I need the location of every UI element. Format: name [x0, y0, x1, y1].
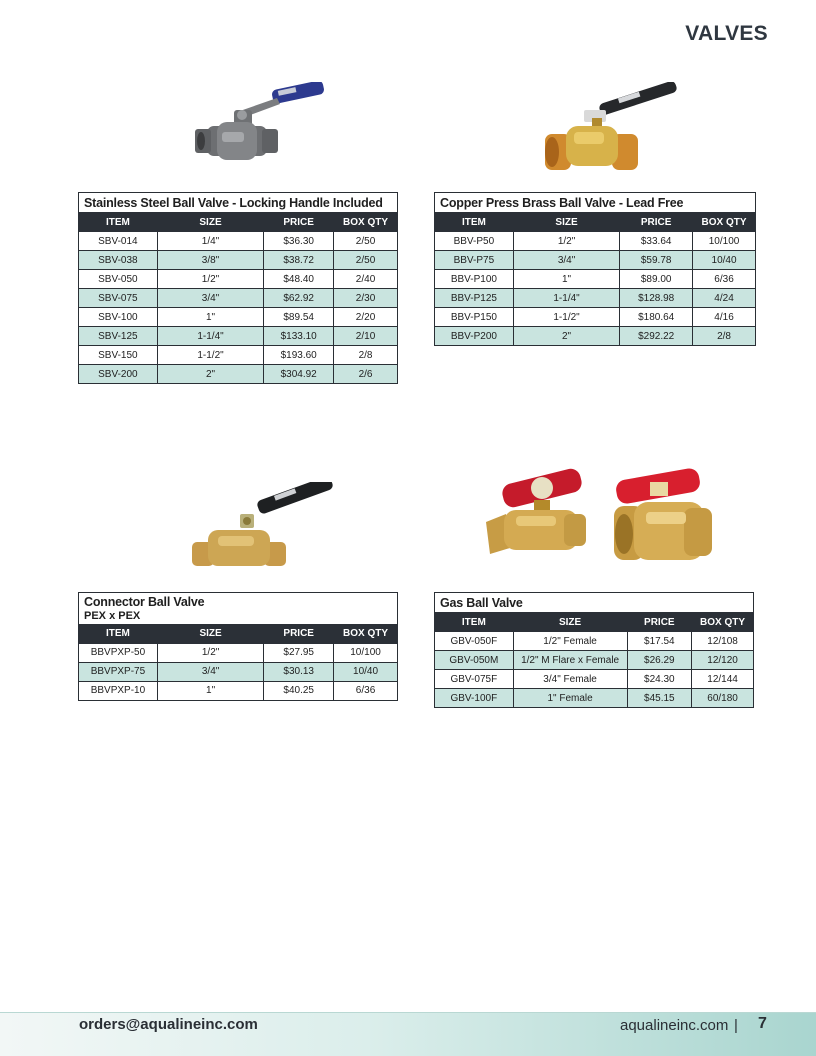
- item-cell: BBV-P100: [435, 270, 514, 289]
- connector-valve-table: [78, 592, 398, 701]
- table-row: [79, 662, 398, 681]
- table-row: [79, 289, 398, 308]
- box-qty-cell: 60/180: [692, 689, 754, 708]
- table-row: [435, 232, 756, 251]
- size-cell: 3/4": [157, 662, 263, 681]
- price-cell: $33.64: [620, 232, 693, 251]
- gas-valve-table: [434, 592, 754, 708]
- item-cell: BBV-P50: [435, 232, 514, 251]
- column-header-price: PRICE: [264, 624, 334, 643]
- page-heading: VALVES: [685, 22, 768, 45]
- box-qty-cell: 2/10: [334, 327, 398, 346]
- pex-ball-valve-image: [190, 482, 335, 574]
- size-cell: 1": [513, 270, 619, 289]
- table-row: [435, 289, 756, 308]
- box-qty-cell: 10/40: [693, 251, 756, 270]
- price-cell: $292.22: [620, 327, 693, 346]
- table-row: [79, 327, 398, 346]
- box-qty-cell: 4/16: [693, 308, 756, 327]
- box-qty-cell: 2/20: [334, 308, 398, 327]
- box-qty-cell: 4/24: [693, 289, 756, 308]
- table-row: [79, 308, 398, 327]
- price-cell: $128.98: [620, 289, 693, 308]
- item-cell: BBVPXP-50: [79, 643, 158, 662]
- size-cell: 1" Female: [513, 689, 627, 708]
- price-cell: $62.92: [264, 289, 334, 308]
- box-qty-cell: 2/6: [334, 365, 398, 384]
- table-row: [435, 651, 754, 670]
- item-cell: GBV-100F: [435, 689, 514, 708]
- column-header-box-qty: BOX QTY: [693, 213, 756, 232]
- item-cell: SBV-014: [79, 232, 158, 251]
- box-qty-cell: 12/108: [692, 632, 754, 651]
- table-row: [435, 632, 754, 651]
- column-header-item: ITEM: [435, 613, 514, 632]
- table-row: [79, 365, 398, 384]
- size-cell: 2": [513, 327, 619, 346]
- footer-website-link[interactable]: aqualineinc.com: [620, 1017, 729, 1034]
- table-row: [435, 670, 754, 689]
- column-header-item: ITEM: [79, 213, 158, 232]
- size-cell: 1": [157, 681, 263, 700]
- footer-separator: |: [734, 1017, 738, 1034]
- table-row: [79, 643, 398, 662]
- footer-email-link[interactable]: orders@aqualineinc.com: [79, 1016, 258, 1033]
- price-cell: $26.29: [627, 651, 692, 670]
- size-cell: 1-1/4": [513, 289, 619, 308]
- table-row: [79, 251, 398, 270]
- copper-press-valve-table: [434, 192, 756, 346]
- size-cell: 1/2": [513, 232, 619, 251]
- table-row: [435, 308, 756, 327]
- price-cell: $193.60: [264, 346, 334, 365]
- column-header-box-qty: BOX QTY: [334, 624, 398, 643]
- column-header-size: SIZE: [157, 624, 263, 643]
- page-number: 7: [758, 1015, 767, 1032]
- price-cell: $180.64: [620, 308, 693, 327]
- table-title: Connector Ball Valve: [79, 593, 398, 610]
- item-cell: SBV-050: [79, 270, 158, 289]
- column-header-price: PRICE: [627, 613, 692, 632]
- size-cell: 1/2": [157, 643, 263, 662]
- box-qty-cell: 2/50: [334, 251, 398, 270]
- box-qty-cell: 12/144: [692, 670, 754, 689]
- table-subtitle: PEX x PEX: [79, 610, 398, 625]
- size-cell: 1/2" Female: [513, 632, 627, 651]
- box-qty-cell: 10/100: [693, 232, 756, 251]
- price-cell: $45.15: [627, 689, 692, 708]
- item-cell: SBV-125: [79, 327, 158, 346]
- price-cell: $17.54: [627, 632, 692, 651]
- price-cell: $304.92: [264, 365, 334, 384]
- column-header-box-qty: BOX QTY: [692, 613, 754, 632]
- price-cell: $48.40: [264, 270, 334, 289]
- column-header-size: SIZE: [513, 613, 627, 632]
- size-cell: 1-1/2": [513, 308, 619, 327]
- size-cell: 1/4": [157, 232, 264, 251]
- column-header-size: SIZE: [157, 213, 264, 232]
- column-header-item: ITEM: [79, 624, 158, 643]
- stainless-steel-valve-table: [78, 192, 398, 384]
- table-row: [79, 270, 398, 289]
- price-cell: $59.78: [620, 251, 693, 270]
- box-qty-cell: 2/50: [334, 232, 398, 251]
- size-cell: 1/2": [157, 270, 264, 289]
- item-cell: GBV-050F: [435, 632, 514, 651]
- copper-press-valve-image: [540, 82, 685, 178]
- table-row: [79, 681, 398, 700]
- size-cell: 1-1/4": [157, 327, 264, 346]
- box-qty-cell: 2/40: [334, 270, 398, 289]
- stainless-ball-valve-image: [192, 82, 327, 176]
- item-cell: BBVPXP-10: [79, 681, 158, 700]
- item-cell: SBV-038: [79, 251, 158, 270]
- box-qty-cell: 10/40: [334, 662, 398, 681]
- size-cell: 1": [157, 308, 264, 327]
- table-row: [79, 346, 398, 365]
- item-cell: BBV-P75: [435, 251, 514, 270]
- size-cell: 3/8": [157, 251, 264, 270]
- item-cell: SBV-200: [79, 365, 158, 384]
- box-qty-cell: 2/8: [693, 327, 756, 346]
- item-cell: SBV-150: [79, 346, 158, 365]
- item-cell: BBV-P125: [435, 289, 514, 308]
- box-qty-cell: 10/100: [334, 643, 398, 662]
- price-cell: $36.30: [264, 232, 334, 251]
- item-cell: BBV-P150: [435, 308, 514, 327]
- column-header-price: PRICE: [264, 213, 334, 232]
- size-cell: 1-1/2": [157, 346, 264, 365]
- size-cell: 3/4" Female: [513, 670, 627, 689]
- price-cell: $30.13: [264, 662, 334, 681]
- size-cell: 3/4": [157, 289, 264, 308]
- price-cell: $133.10: [264, 327, 334, 346]
- column-header-size: SIZE: [513, 213, 619, 232]
- table-row: [79, 232, 398, 251]
- item-cell: SBV-075: [79, 289, 158, 308]
- size-cell: 2": [157, 365, 264, 384]
- price-cell: $27.95: [264, 643, 334, 662]
- table-row: [435, 689, 754, 708]
- box-qty-cell: 6/36: [693, 270, 756, 289]
- table-title: Copper Press Brass Ball Valve - Lead Free: [435, 193, 756, 213]
- price-cell: $89.54: [264, 308, 334, 327]
- price-cell: $40.25: [264, 681, 334, 700]
- item-cell: BBVPXP-75: [79, 662, 158, 681]
- price-cell: $38.72: [264, 251, 334, 270]
- price-cell: $89.00: [620, 270, 693, 289]
- item-cell: SBV-100: [79, 308, 158, 327]
- box-qty-cell: 2/30: [334, 289, 398, 308]
- price-cell: $24.30: [627, 670, 692, 689]
- table-row: [435, 270, 756, 289]
- item-cell: GBV-075F: [435, 670, 514, 689]
- column-header-item: ITEM: [435, 213, 514, 232]
- box-qty-cell: 12/120: [692, 651, 754, 670]
- gas-ball-valve-image: [484, 462, 724, 568]
- column-header-price: PRICE: [620, 213, 693, 232]
- box-qty-cell: 6/36: [334, 681, 398, 700]
- box-qty-cell: 2/8: [334, 346, 398, 365]
- size-cell: 3/4": [513, 251, 619, 270]
- table-title: Gas Ball Valve: [435, 593, 754, 613]
- item-cell: GBV-050M: [435, 651, 514, 670]
- table-row: [435, 327, 756, 346]
- column-header-box-qty: BOX QTY: [334, 213, 398, 232]
- item-cell: BBV-P200: [435, 327, 514, 346]
- table-row: [435, 251, 756, 270]
- table-title: Stainless Steel Ball Valve - Locking Handle Included: [79, 193, 398, 213]
- size-cell: 1/2" M Flare x Female: [513, 651, 627, 670]
